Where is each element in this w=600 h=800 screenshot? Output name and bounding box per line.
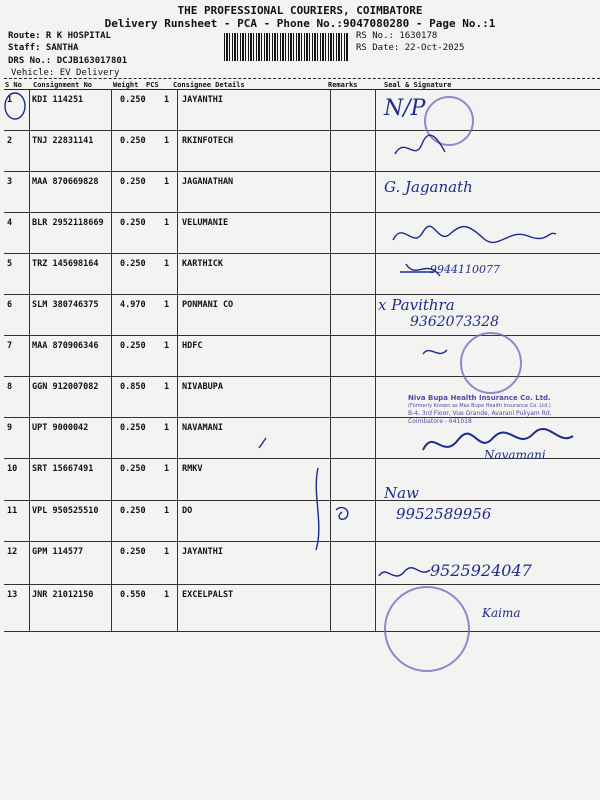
pen-mark xyxy=(308,464,358,554)
barcode xyxy=(224,33,348,61)
row-weight: 4.970 xyxy=(120,300,146,310)
col-header-weight: Weight xyxy=(113,81,139,89)
row-weight: 0.250 xyxy=(120,95,146,105)
col-header-consignee: Consignee Details xyxy=(173,81,245,89)
row-pcs: 1 xyxy=(164,218,170,228)
rs-date: RS Date: 22-Oct-2025 xyxy=(356,43,465,53)
handwritten-phone: 9944110077 xyxy=(430,263,500,276)
row-pcs: 1 xyxy=(164,300,170,310)
row-consignee: JAGANATHAN xyxy=(182,177,234,187)
row-sno: 12 xyxy=(7,547,18,557)
row-consignee: HDFC xyxy=(182,341,203,351)
row-consignment-no: BLR 2952118669 xyxy=(32,218,104,228)
staff-label: Staff: SANTHA xyxy=(8,43,79,53)
handwritten-name: Kaima xyxy=(482,606,521,620)
sno-circle-mark xyxy=(2,90,28,122)
row-pcs: 1 xyxy=(164,464,170,474)
stamp-text: Coimbatore - 641018 xyxy=(408,418,472,425)
signature-mark xyxy=(390,134,450,164)
handwritten-phone: 9525924047 xyxy=(430,561,532,580)
row-divider xyxy=(4,500,600,501)
header-rule-top xyxy=(4,78,600,79)
row-weight: 0.250 xyxy=(120,177,146,187)
row-consignee: PONMANI CO xyxy=(182,300,234,310)
row-pcs: 1 xyxy=(164,547,170,557)
row-consignment-no: TNJ 22831141 xyxy=(32,136,94,146)
route-label: Route: R K HOSPITAL xyxy=(8,31,111,41)
row-consignee: KARTHICK xyxy=(182,259,223,269)
handwritten-remark: N/P xyxy=(384,96,426,121)
row-consignee: DO xyxy=(182,506,193,516)
row-consignee: JAYANTHI xyxy=(182,547,223,557)
row-weight: 0.250 xyxy=(120,423,146,433)
row-sno: 10 xyxy=(7,464,18,474)
col-header-sno: S No xyxy=(5,81,22,89)
row-consignee: VELUMANIE xyxy=(182,218,229,228)
row-weight: 0.250 xyxy=(120,464,146,474)
row-consignment-no: SRT 15667491 xyxy=(32,464,94,474)
row-weight: 0.250 xyxy=(120,506,146,516)
row-sno: 9 xyxy=(7,423,13,433)
row-pcs: 1 xyxy=(164,259,170,269)
row-weight: 0.250 xyxy=(120,341,146,351)
row-pcs: 1 xyxy=(164,590,170,600)
row-consignment-no: GPM 114577 xyxy=(32,547,84,557)
handwritten-name: Naw xyxy=(384,484,419,502)
pen-mark xyxy=(256,436,270,450)
row-consignee: NIVABUPA xyxy=(182,382,223,392)
round-seal-stamp xyxy=(460,332,522,394)
row-sno: 13 xyxy=(7,590,18,600)
header-rule-bottom xyxy=(4,89,600,90)
row-divider xyxy=(4,631,600,632)
row-consignment-no: VPL 950525510 xyxy=(32,506,99,516)
vehicle-label: Vehicle: EV Delivery xyxy=(11,68,120,78)
row-divider xyxy=(4,584,600,585)
drs-number: DRS No.: DCJB163017801 xyxy=(8,56,128,66)
row-consignee: RMKV xyxy=(182,464,203,474)
row-weight: 0.250 xyxy=(120,547,146,557)
row-sno: 8 xyxy=(7,382,13,392)
signature-mark xyxy=(388,220,558,254)
row-consignment-no: MAA 870669828 xyxy=(32,177,99,187)
row-weight: 0.250 xyxy=(120,218,146,228)
row-divider xyxy=(4,130,600,131)
company-title: THE PROFESSIONAL COURIERS, COIMBATORE xyxy=(177,4,423,17)
row-pcs: 1 xyxy=(164,95,170,105)
round-seal-stamp xyxy=(384,586,470,672)
row-consignee: EXCELPALST xyxy=(182,590,234,600)
row-consignment-no: UPT 9000042 xyxy=(32,423,89,433)
row-divider xyxy=(4,335,600,336)
row-sno: 3 xyxy=(7,177,13,187)
col-header-remarks: Remarks xyxy=(328,81,358,89)
row-weight: 0.250 xyxy=(120,136,146,146)
handwritten-name: Navamani xyxy=(484,448,546,462)
row-consignee: RKINFOTECH xyxy=(182,136,234,146)
row-sno: 2 xyxy=(7,136,13,146)
handwritten-phone: 9952589956 xyxy=(396,505,492,523)
row-sno: 5 xyxy=(7,259,13,269)
row-pcs: 1 xyxy=(164,382,170,392)
row-pcs: 1 xyxy=(164,341,170,351)
runsheet-subtitle: Delivery Runsheet - PCA - Phone No.:9047080280 - Page No.:1 xyxy=(104,17,496,30)
row-consignment-no: GGN 912007082 xyxy=(32,382,99,392)
row-consignment-no: JNR 21012150 xyxy=(32,590,94,600)
signature-mark xyxy=(374,562,434,586)
row-pcs: 1 xyxy=(164,506,170,516)
row-weight: 0.250 xyxy=(120,259,146,269)
row-sno: 11 xyxy=(7,506,18,516)
row-weight: 0.850 xyxy=(120,382,146,392)
stamp-text: B-4, 3rd Floor, Vue Grande, Avarani Puliyam Rd, xyxy=(408,410,552,417)
row-sno: 7 xyxy=(7,341,13,351)
row-consignment-no: MAA 870906346 xyxy=(32,341,99,351)
stamp-text: Niva Bupa Health Insurance Co. Ltd. xyxy=(408,394,551,402)
row-pcs: 1 xyxy=(164,423,170,433)
row-consignee: NAVAMANI xyxy=(182,423,223,433)
row-divider xyxy=(4,417,600,418)
stamp-text: (Formerly Known as Max Bupa Health Insurance Co. Ltd.) xyxy=(408,403,551,409)
row-weight: 0.550 xyxy=(120,590,146,600)
row-pcs: 1 xyxy=(164,136,170,146)
row-consignment-no: KDI 114251 xyxy=(32,95,84,105)
row-divider xyxy=(4,541,600,542)
row-divider xyxy=(4,294,600,295)
handwritten-phone: 9362073328 xyxy=(410,314,500,330)
col-header-pcs: PCS xyxy=(146,81,159,89)
handwritten-name: x Pavithra xyxy=(378,296,455,314)
row-divider xyxy=(4,212,600,213)
row-consignee: JAYANTHI xyxy=(182,95,223,105)
row-divider xyxy=(4,171,600,172)
row-sno: 1 xyxy=(7,95,13,105)
row-sno: 6 xyxy=(7,300,13,310)
row-consignment-no: TRZ 145698164 xyxy=(32,259,99,269)
col-header-seal: Seal & Signature xyxy=(384,81,452,89)
row-consignment-no: SLM 380746375 xyxy=(32,300,99,310)
handwritten-signature: G. Jaganath xyxy=(384,178,473,196)
signature-mark xyxy=(420,342,450,362)
rs-number: RS No.: 1630178 xyxy=(356,31,438,41)
row-sno: 4 xyxy=(7,218,13,228)
row-pcs: 1 xyxy=(164,177,170,187)
col-header-consignment: Consignment No xyxy=(33,81,93,89)
